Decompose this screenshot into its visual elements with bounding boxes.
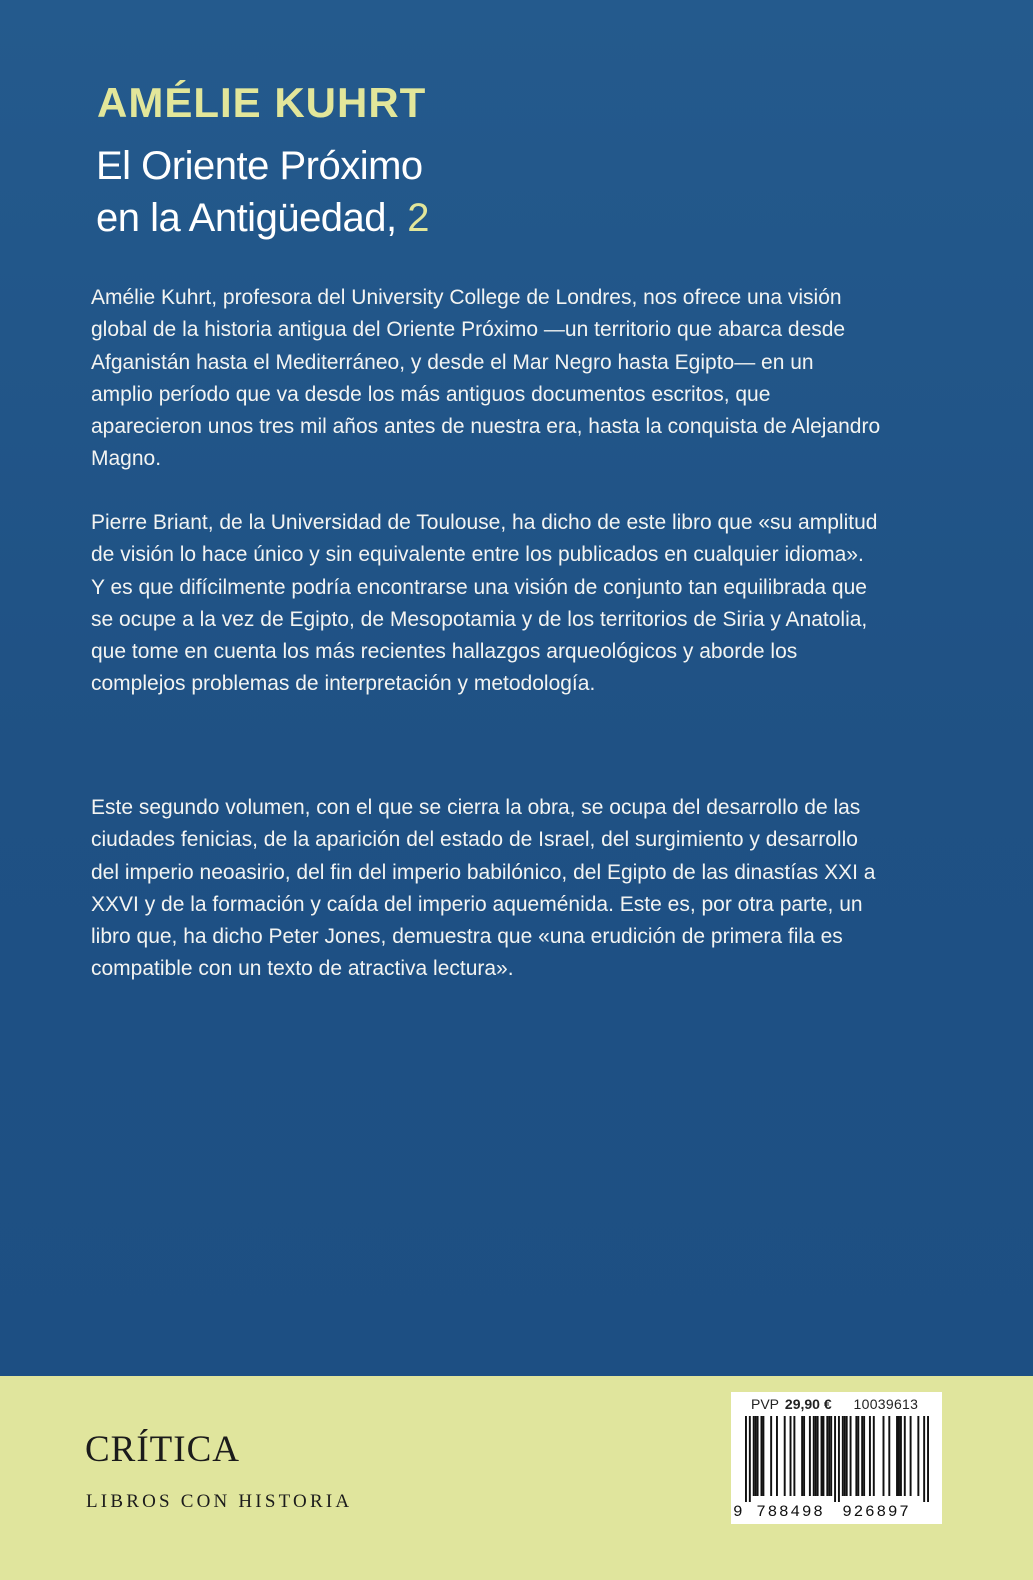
blurb-paragraph-3: Este segundo volumen, con el que se cierra la obra, se ocupa del desarrollo de las ciudades fenicias, de la aparición del estado de Israel, del surgimiento y desarrollo del imperio neoasirio, del fin del imperio babilónico, del Egipto de las dinastías XXI a XXVI y de la formación y caída del imperio aqueménida. Este es, por otra parte, un libro que, ha dicho Peter Jones, demuestra que «una erudición de primera fila es compatible con un texto de atractiva lectura». [91,796,876,981]
barcode-bar [917,1416,919,1496]
barcode-bar [830,1416,832,1496]
barcode-bar [869,1416,871,1496]
barcode-bar [817,1416,819,1496]
barcode-bar [863,1416,865,1496]
barcode-bar [826,1416,828,1496]
barcode-bar [923,1416,925,1502]
barcode-bar [749,1416,751,1502]
barcode-bar [821,1416,823,1496]
barcode-bar [770,1416,772,1496]
blurb-paragraph-2: Pierre Briant, de la Universidad de Toulouse, ha dicho de este libro que «su amplitud de visión lo hace único y sin equivalente entre los publicados en cualquier idioma». Y es que difícilmente podría encontrarse una visión de conjunto tan equilibrada que se ocupe a la vez de Egipto, de Mesopotamia y de los territorios de Siria y Anatolia, que tome en cuenta los más recientes hallazgos arqueológicos y aborde los complejos problemas de interpretación y metodología. [91,511,878,696]
barcode-bar [760,1416,762,1496]
barcode-bar [755,1416,757,1496]
barcode-bar [927,1416,929,1502]
barcode-bar [762,1416,764,1496]
barcode-bar [753,1416,755,1496]
barcode-bar [888,1416,890,1496]
pvp-label: PVP [751,1396,780,1412]
barcode-bar [855,1416,857,1496]
barcode-bar [801,1416,803,1496]
book-title [96,140,429,244]
barcode-bar [904,1416,906,1496]
barcode-bar [757,1416,759,1496]
barcode-bar [834,1416,836,1502]
isbn-first-digit: 9 [733,1503,743,1521]
title-line-1: El Oriente Próximo [96,144,423,188]
barcode-bar [745,1416,747,1502]
barcode-bar [842,1416,844,1496]
price-line [751,1397,918,1411]
barcode-bar [896,1416,898,1496]
publisher-name: CRÍTICA [85,1429,240,1470]
barcode-bar [776,1416,778,1496]
barcode-bar [844,1416,846,1496]
author-name: AMÉLIE KUHRT [97,79,427,126]
price-value: 29,90 € [784,1396,832,1412]
barcode-bar [813,1416,815,1496]
barcode-bar [803,1416,805,1496]
barcode-bar [883,1416,885,1496]
barcode-bar [815,1416,817,1496]
barcode-bar [822,1416,824,1496]
barcode-label [731,1392,942,1524]
isbn-group-1: 788498 [756,1503,825,1521]
barcode-bar [846,1416,848,1496]
barcode-bar [828,1416,830,1496]
barcode-icon [745,1416,929,1502]
barcode-bar [910,1416,912,1496]
barcode-bar [900,1416,902,1496]
publisher-band [0,1376,1033,1580]
barcode-bar [790,1416,792,1496]
barcode-bar [873,1416,875,1496]
barcode-bar [784,1416,786,1496]
internal-code: 10039613 [853,1396,919,1412]
barcode-bar [809,1416,811,1496]
isbn-number [733,1504,911,1520]
title-line-2: en la Antigüedad, [96,196,397,240]
barcode-bar [850,1416,852,1496]
barcode-bar [857,1416,859,1496]
barcode-bar [838,1416,840,1502]
barcode-bar [861,1416,863,1496]
volume-number: 2 [407,196,430,240]
publisher-tagline: LIBROS CON HISTORIA [86,1491,353,1512]
isbn-group-2: 926897 [842,1503,911,1521]
barcode-bar [898,1416,900,1496]
barcode-bar [793,1416,795,1496]
blurb-paragraph-1: Amélie Kuhrt, profesora del University College de Londres, nos ofrece una visión global de la historia antigua del Oriente Próximo —un territorio que abarca desde Afganistán hasta el Mediterráneo, y desde el Mar Negro hasta Egipto— en un amplio período que va desde los más antiguos documentos escritos, que aparecieron unos tres mil años antes de nuestra era, hasta la conquista de Alejandro Magno. [91,286,881,471]
